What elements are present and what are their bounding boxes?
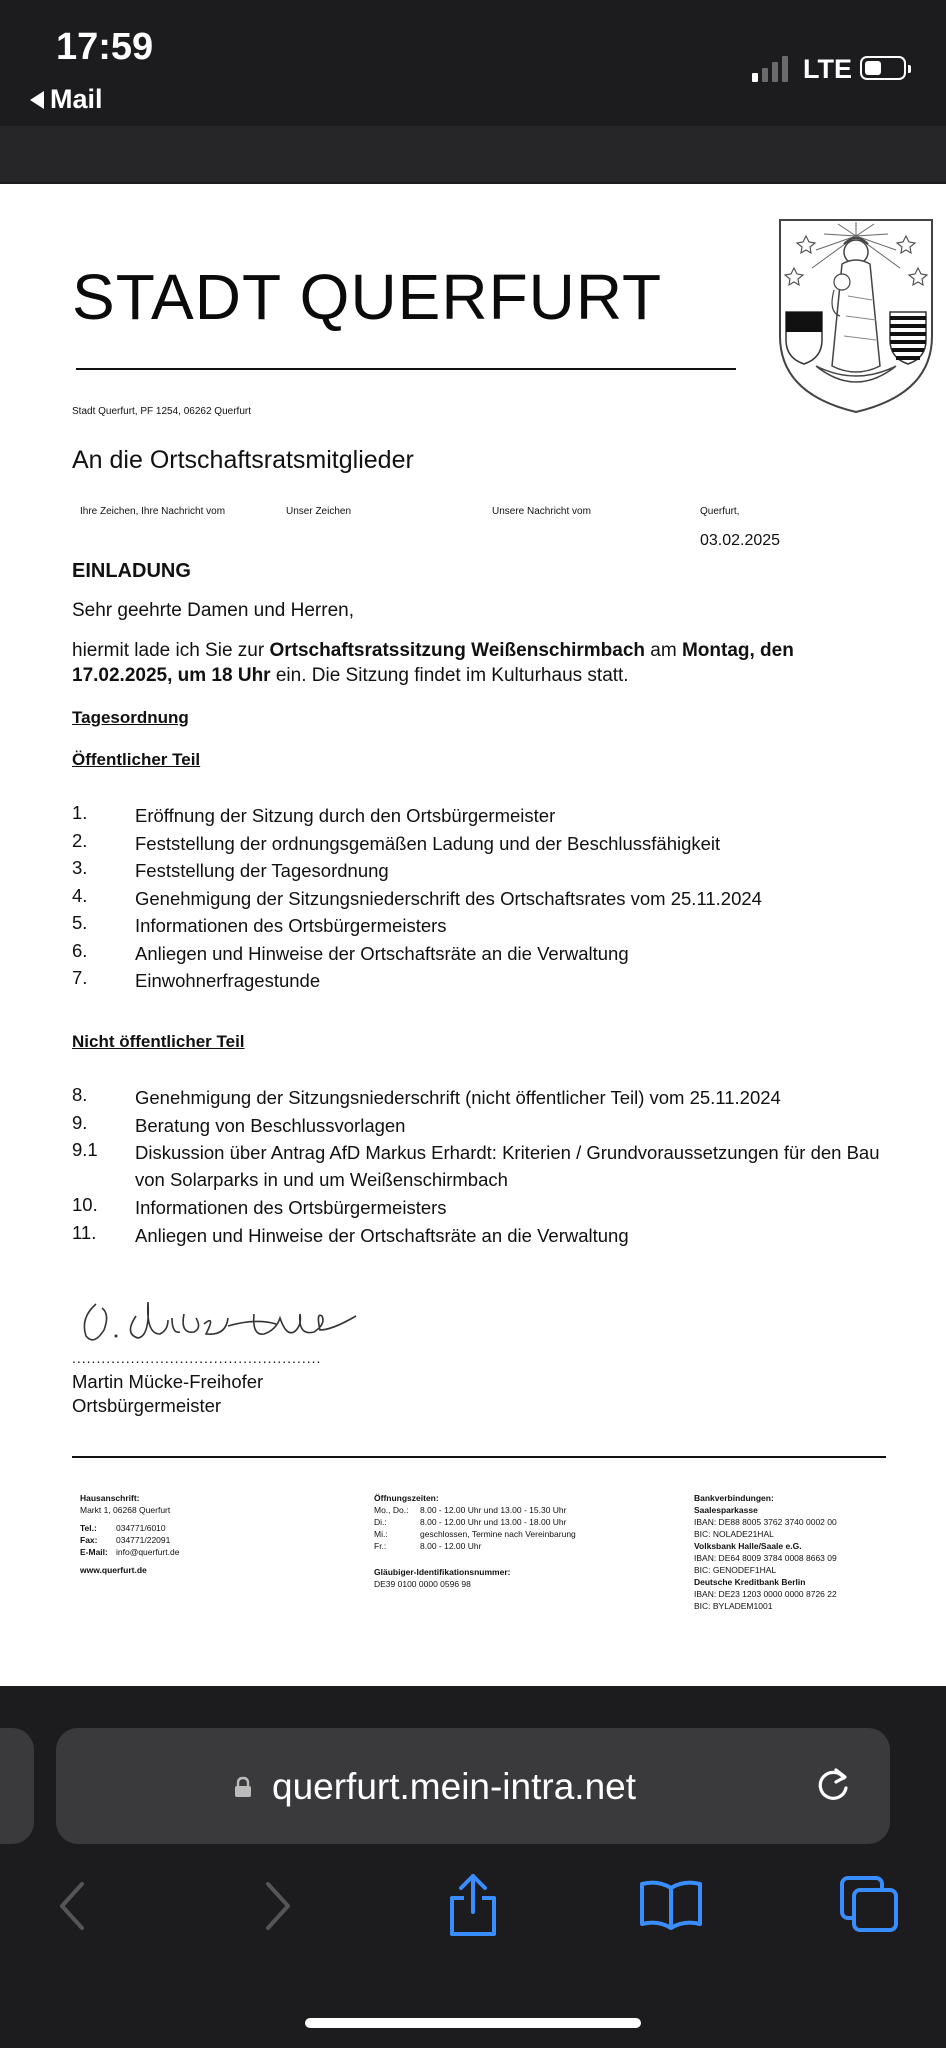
- list-item: 10. Informationen des Ortsbürgermeisters: [72, 1194, 447, 1218]
- back-label: Mail: [50, 84, 103, 114]
- agenda-heading: Tagesordnung: [72, 708, 189, 727]
- meeting-datetime: Montag, den 17.02.2025, um 18 Uhr: [72, 640, 794, 686]
- address-bar[interactable]: [56, 1728, 890, 1844]
- public-agenda-list: [72, 802, 898, 995]
- list-item: 1. Eröffnung der Sitzung durch den Ortsbürgermeister: [72, 802, 556, 826]
- ref-your-sign: Ihre Zeichen, Ihre Nachricht vom: [80, 506, 226, 517]
- clock: 17:59: [56, 26, 154, 68]
- home-indicator[interactable]: [305, 2018, 641, 2028]
- recipient: An die Ortschaftsratsmitglieder: [72, 446, 414, 474]
- list-item: 2. Feststellung der ordnungsgemäßen Ladung und der Beschlussfähigkeit: [72, 829, 721, 854]
- signal-strength-icon: [752, 54, 788, 82]
- ref-our-message: Unsere Nachricht vom: [492, 506, 591, 517]
- list-item: 6. Anliegen und Hinweise der Ortschaftsräte an die Verwaltung: [72, 939, 629, 964]
- list-item: 9.1 Diskussion über Antrag AfD Markus Erhardt: Kriterien / Grundvoraussetzungen für den Bau von Solarparks in und um Weißenschirmbach: [72, 1139, 880, 1190]
- website-link: www.querfurt.de: [80, 1565, 147, 1575]
- letter-heading: EINLADUNG: [72, 560, 191, 582]
- share-icon[interactable]: [444, 1872, 502, 1938]
- list-item: 9. Beratung von Beschlussvorlagen: [72, 1111, 406, 1136]
- signer-role: Ortsbürgermeister: [72, 1395, 222, 1416]
- title-divider: [76, 368, 736, 370]
- lock-icon: [232, 1776, 254, 1798]
- signer-block: [72, 1370, 263, 1418]
- coat-of-arms-icon: [776, 216, 936, 416]
- back-chevron-icon[interactable]: [56, 1880, 88, 1932]
- greeting: Sehr geehrte Damen und Herren,: [72, 600, 354, 621]
- footer-banks: Bankverbindungen: Saalesparkasse IBAN: DE88 8005 3762 3740 0002 00 BIC: NOLADE21HAL Volksbank Halle/Saale e.G. IBAN: DE64 8009 3784 0008 8663 09 BIC: GENODEF1HAL Deutsche Kreditbank Berlin IBAN: DE23 1203 0000 0000 8726 22 BIC: BYLADEM1001: [694, 1493, 837, 1611]
- viewer-top-strip: [0, 126, 946, 182]
- sender-line: Stadt Querfurt, PF 1254, 06262 Querfurt: [72, 406, 251, 417]
- browser-toolbar: [0, 1688, 946, 2048]
- network-type: LTE: [803, 54, 852, 84]
- reload-icon[interactable]: [812, 1764, 854, 1806]
- ref-place: Querfurt,: [700, 506, 740, 517]
- bookmarks-icon[interactable]: [638, 1878, 704, 1930]
- document-title: STADT QUERFURT: [72, 261, 663, 333]
- handwritten-signature: [76, 1274, 376, 1354]
- list-item: 8. Genehmigung der Sitzungsniederschrift (nicht öffentlicher Teil) vom 25.11.2024: [72, 1084, 781, 1108]
- list-item: 7. Einwohnerfragestunde: [72, 967, 321, 991]
- previous-tab-peek[interactable]: [0, 1728, 34, 1844]
- back-arrow-icon: [30, 91, 44, 109]
- document-page: [0, 184, 946, 1686]
- battery-icon: [860, 56, 906, 80]
- forward-chevron-icon[interactable]: [262, 1880, 294, 1932]
- back-to-mail-button[interactable]: [30, 84, 103, 115]
- footer-divider: [72, 1456, 886, 1458]
- status-bar: [0, 0, 946, 126]
- signature-line: ...................................................: [72, 1350, 322, 1366]
- meeting-name: Ortschaftsratssitzung Weißenschirmbach: [269, 640, 645, 661]
- footer-hours: Öffnungszeiten: Mo., Do.: 8.00 - 12.00 Uhr und 13.00 - 15.30 Uhr Di.: 8.00 - 12.00 Uhr und 13.00 - 18.00 Uhr Mi.: geschlossen, Termine nach Vereinbarung Fr.: 8.00 - 12.00 Uhr Gläubiger-Identifikationsnummer: DE39 0100 0000 0596 98: [374, 1493, 576, 1589]
- intro-paragraph: hiermit lade ich Sie zur Ortschaftsratssitzung Weißenschirmbach am Montag, den 17.02.2025, um 18 Uhr ein. Die Sitzung findet im Kulturhaus statt.: [72, 640, 794, 686]
- signer-name: Martin Mücke-Freihofer: [72, 1371, 264, 1392]
- private-part-heading: Nicht öffentlicher Teil: [72, 1032, 245, 1051]
- list-item: 11. Anliegen und Hinweise der Ortschaftsräte an die Verwaltung: [72, 1221, 629, 1246]
- list-item: 3. Feststellung der Tagesordnung: [72, 857, 389, 881]
- private-agenda-list: [72, 1084, 898, 1249]
- letter-date: 03.02.2025: [700, 532, 781, 549]
- public-part-heading: Öffentlicher Teil: [72, 750, 201, 769]
- tabs-icon[interactable]: [838, 1874, 900, 1934]
- footer-address: Hausanschrift: Markt 1, 06268 Querfurt Tel.: 034771/6010 Fax: 034771/22091 E-Mail: info@querfurt.de www.querfurt.de: [80, 1493, 180, 1575]
- list-item: 4. Genehmigung der Sitzungsniederschrift des Ortschaftsrates vom 25.11.2024: [72, 884, 762, 909]
- list-item: 5. Informationen des Ortsbürgermeisters: [72, 912, 447, 936]
- ref-our-sign: Unser Zeichen: [286, 506, 352, 517]
- url-text[interactable]: querfurt.mein-intra.net: [272, 1766, 637, 1807]
